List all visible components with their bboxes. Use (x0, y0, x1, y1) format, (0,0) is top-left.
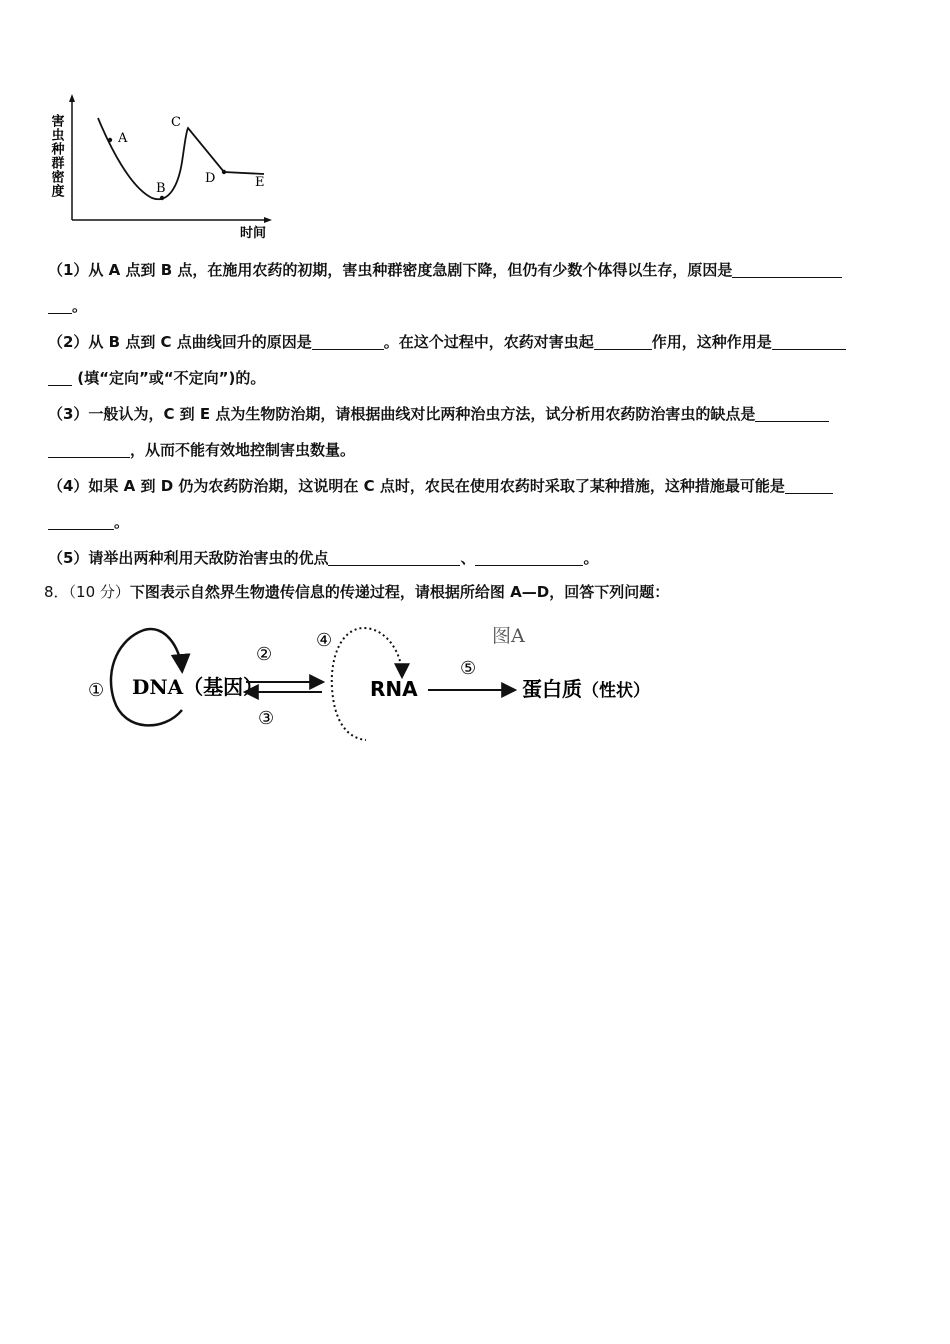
step-4-label: ④ (316, 630, 333, 651)
q4-answer-blank-cont[interactable] (48, 514, 114, 530)
protein-label: 蛋白质 (522, 677, 582, 701)
q8-number: 8． (44, 583, 69, 601)
q3-answer-blank-cont[interactable] (48, 442, 130, 458)
point-a-marker (108, 138, 112, 142)
q1-text: （1）从 A 点到 B 点，在施用农药的初期，害虫种群密度急剧下降，但仍有少数个体得以生存，原因是 (48, 261, 733, 279)
q4-answer-blank[interactable] (785, 478, 833, 494)
question-3: （3）一般认为，C 到 E 点为生物防治期，请根据曲线对比两种治虫方法，试分析用农药防治害虫的缺点是 ，从而不能有效地控制害虫数量。 (48, 396, 908, 468)
q3-answer-blank[interactable] (755, 406, 829, 422)
step-1-label: ① (88, 680, 105, 701)
x-axis-label: 时间 (240, 226, 267, 241)
step-3-label: ③ (258, 708, 275, 729)
y-axis-arrow (69, 94, 75, 102)
q2-blank-type-cont[interactable] (48, 370, 72, 386)
population-density-graph (40, 92, 280, 242)
step-5-label: ⑤ (460, 658, 477, 679)
point-b-label: B (156, 181, 166, 196)
trait-label: （性状） (582, 681, 650, 701)
y-axis-label: 害虫种群密度 (48, 114, 64, 198)
question-8-heading (44, 580, 669, 604)
point-c-label: C (171, 115, 181, 130)
genetic-info-flow-diagram (84, 620, 684, 750)
point-d-marker (222, 170, 226, 174)
question-4: （4）如果 A 到 D 仍为农药防治期，这说明在 C 点时，农民在使用农药时采取了某种措施，这种措施最可能是 。 (48, 468, 908, 540)
q5-blank-2[interactable] (475, 550, 583, 566)
question-5: （5）请举出两种利用天敌防治害虫的优点 、 。 (48, 549, 599, 567)
figure-caption: 图A (492, 625, 525, 647)
point-b-marker (160, 196, 164, 200)
q1-answer-blank-cont[interactable] (48, 298, 72, 314)
question-1: （1）从 A 点到 B 点，在施用农药的初期，害虫种群密度急剧下降，但仍有少数个体得以生存，原因是 。 (48, 252, 908, 324)
x-axis-arrow (264, 217, 272, 223)
q2-blank-type[interactable] (772, 334, 846, 350)
q2-blank-reason[interactable] (312, 334, 384, 350)
dna-gene-label: DNA（基因） (132, 675, 264, 699)
q8-score: （10 分） (68, 583, 130, 601)
point-d-label: D (205, 171, 216, 186)
q8-stem: 下图表示自然界生物遗传信息的传递过程，请根据所给图 A—D，回答下列问题： (129, 583, 670, 601)
q5-blank-1[interactable] (328, 550, 460, 566)
question-2: （2）从 B 点到 C 点曲线回升的原因是 。在这个过程中，农药对害虫起 作用，这种作用是 (填“定向”或“不定向”)的。 (48, 324, 908, 396)
q1-answer-blank[interactable] (732, 262, 842, 278)
step-2-label: ② (256, 644, 273, 665)
q2-blank-effect[interactable] (594, 334, 652, 350)
rna-label: RNA (370, 677, 418, 701)
point-e-label: E (255, 175, 265, 190)
point-a-label: A (118, 131, 128, 146)
